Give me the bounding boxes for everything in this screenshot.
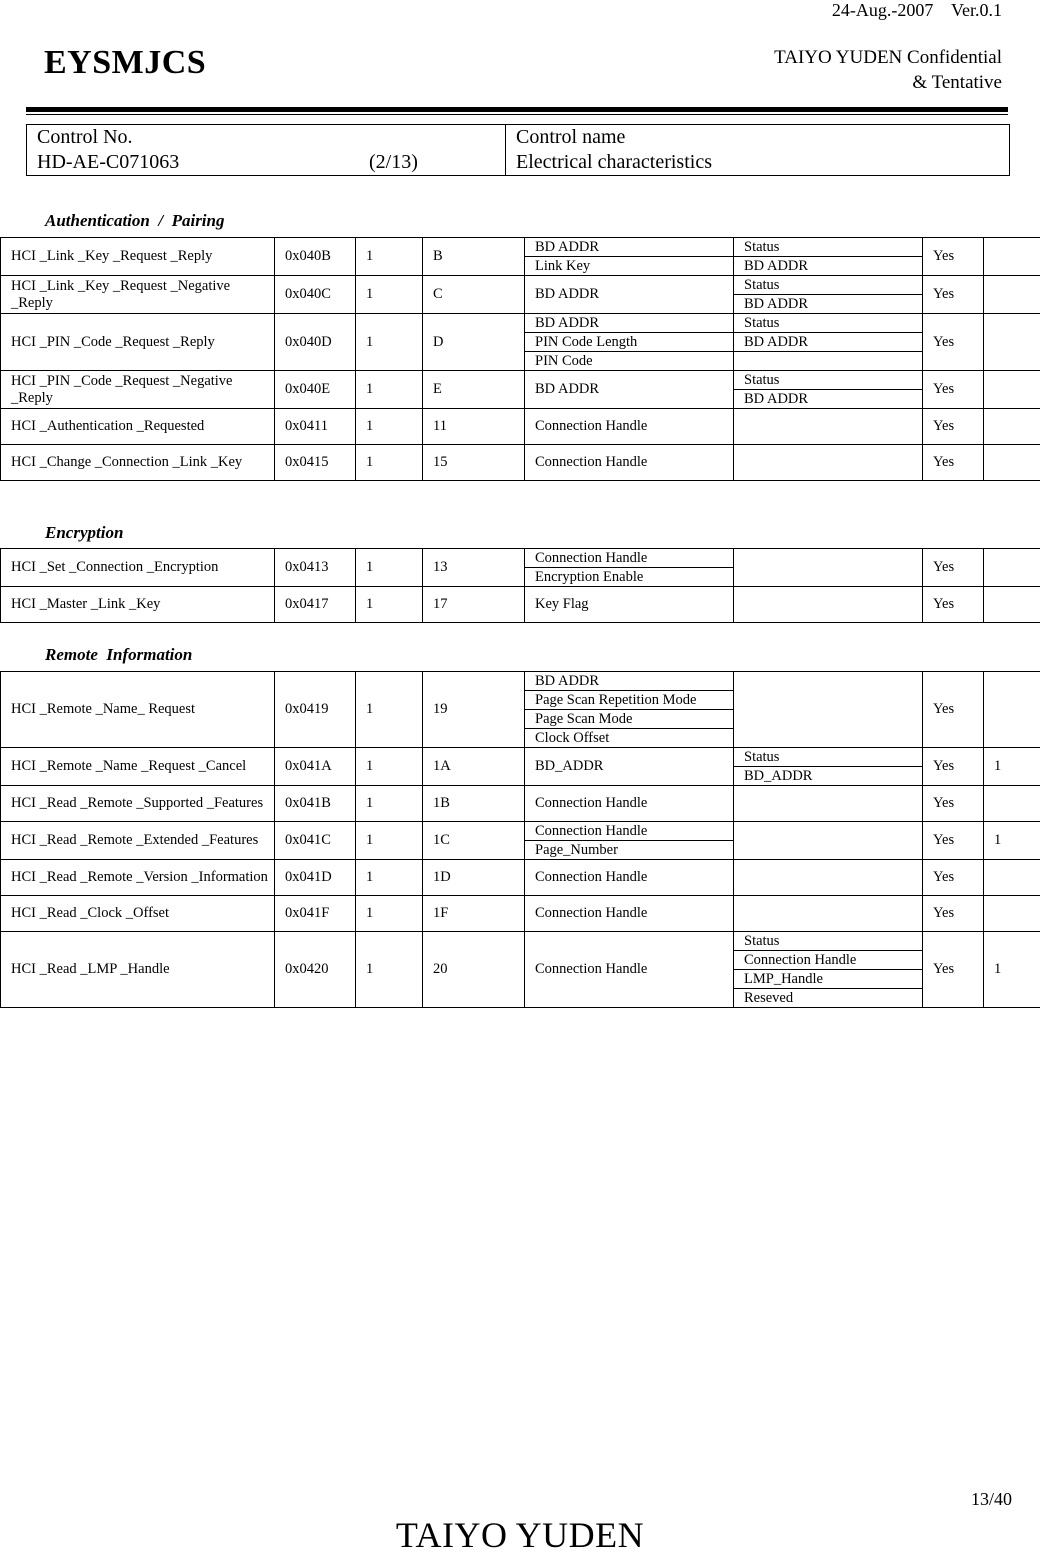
ocf: 13 [423,549,525,587]
return-parameter: Status [734,748,923,767]
command-parameter: PIN Code [525,352,734,371]
ocf: 1D [423,860,525,896]
command-name: HCI _Read _Remote _Extended _Features [1,822,275,860]
note [984,371,1040,409]
header-rule-thick [26,107,1008,112]
return-parameter: Status [734,932,923,951]
command-parameter: Page_Number [525,841,734,860]
support-status: Yes [923,822,984,860]
table-row [1,672,1040,691]
control-page-fraction: (2/13) [369,150,418,174]
note: 1 [984,822,1040,860]
command-parameter: Connection Handle [525,932,734,1008]
return-parameter [734,822,923,860]
note [984,409,1040,445]
return-parameter: Status [734,276,923,295]
command-parameter: Clock Offset [525,729,734,748]
return-parameter: BD_ADDR [734,767,923,786]
opcode: 0x0411 [275,409,356,445]
command-name: HCI _Read _Remote _Supported _Features [1,786,275,822]
support-status: Yes [923,932,984,1008]
note [984,896,1040,932]
note [984,549,1040,587]
command-parameter: BD ADDR [525,238,734,257]
note: 1 [984,932,1040,1008]
opcode: 0x041D [275,860,356,896]
control-no-cell [27,125,506,176]
authentication-table [0,237,1040,481]
opcode: 0x0413 [275,549,356,587]
page-number: 13/40 [971,1489,1012,1510]
return-parameter [734,672,923,748]
support-status: Yes [923,587,984,623]
return-parameter [734,352,923,371]
command-parameter: Connection Handle [525,409,734,445]
ocf: 1C [423,822,525,860]
ocf: D [423,314,525,371]
ogf: 1 [356,587,423,623]
command-parameter: BD ADDR [525,314,734,333]
command-parameter: PIN Code Length [525,333,734,352]
ogf: 1 [356,445,423,481]
command-name: HCI _Master _Link _Key [1,587,275,623]
control-no-label: Control No. [37,125,495,150]
table-row [1,587,1040,623]
command-parameter: BD ADDR [525,672,734,691]
command-name: HCI _Change _Connection _Link _Key [1,445,275,481]
opcode: 0x0417 [275,587,356,623]
ocf: 1A [423,748,525,786]
product-name: EYSMJCS [44,44,206,82]
control-name-value: Electrical characteristics [516,150,999,175]
footer-company: TAIYO YUDEN [0,1514,1040,1556]
table-row [1,238,1040,257]
return-parameter [734,786,923,822]
ocf: 17 [423,587,525,623]
ogf: 1 [356,314,423,371]
table-row [1,314,1040,333]
support-status: Yes [923,238,984,276]
section-title-authentication: Authentication / Pairing [45,211,225,231]
command-parameter: Link Key [525,257,734,276]
command-name: HCI _Remote _Name_ Request [1,672,275,748]
command-parameter: Page Scan Mode [525,710,734,729]
ogf: 1 [356,549,423,587]
control-no-value: HD-AE-C071063 [37,150,495,175]
return-parameter [734,860,923,896]
support-status: Yes [923,409,984,445]
command-parameter: BD_ADDR [525,748,734,786]
ogf: 1 [356,896,423,932]
note [984,587,1040,623]
table-row [1,786,1040,822]
return-parameter: Status [734,371,923,390]
command-parameter: Connection Handle [525,860,734,896]
command-parameter: Page Scan Repetition Mode [525,691,734,710]
note: 1 [984,748,1040,786]
return-parameter [734,587,923,623]
section-title-remote-information: Remote Information [45,645,192,665]
command-parameter: BD ADDR [525,276,734,314]
section-title-encryption: Encryption [45,523,123,543]
opcode: 0x0420 [275,932,356,1008]
remote-information-table [0,671,1040,1008]
note [984,786,1040,822]
note [984,672,1040,748]
command-parameter: BD ADDR [525,371,734,409]
command-name: HCI _PIN _Code _Request _Negative _Reply [1,371,275,409]
control-name-cell [506,125,1010,176]
table-row [1,445,1040,481]
support-status: Yes [923,786,984,822]
ocf: 19 [423,672,525,748]
ogf: 1 [356,371,423,409]
opcode: 0x040E [275,371,356,409]
ogf: 1 [356,860,423,896]
ogf: 1 [356,786,423,822]
command-parameter: Key Flag [525,587,734,623]
ogf: 1 [356,238,423,276]
command-name: HCI _Read _Remote _Version _Information [1,860,275,896]
support-status: Yes [923,276,984,314]
control-box [26,124,1010,176]
note [984,860,1040,896]
note [984,445,1040,481]
return-parameter: BD ADDR [734,390,923,409]
return-parameter: LMP_Handle [734,970,923,989]
ocf: 15 [423,445,525,481]
opcode: 0x040D [275,314,356,371]
ogf: 1 [356,672,423,748]
command-name: HCI _Link _Key _Request _Negative _Reply [1,276,275,314]
table-row [1,896,1040,932]
table-row [1,860,1040,896]
command-name: HCI _Set _Connection _Encryption [1,549,275,587]
table-row [1,932,1040,951]
ocf: C [423,276,525,314]
ocf: 20 [423,932,525,1008]
support-status: Yes [923,314,984,371]
opcode: 0x040B [275,238,356,276]
opcode: 0x040C [275,276,356,314]
return-parameter [734,549,923,587]
table-row [1,371,1040,390]
return-parameter: BD ADDR [734,257,923,276]
support-status: Yes [923,860,984,896]
table-row [1,549,1040,568]
ogf: 1 [356,276,423,314]
control-name-label: Control name [516,125,999,150]
opcode: 0x041B [275,786,356,822]
support-status: Yes [923,445,984,481]
command-parameter: Connection Handle [525,786,734,822]
command-name: HCI _PIN _Code _Request _Reply [1,314,275,371]
return-parameter: BD ADDR [734,295,923,314]
support-status: Yes [923,549,984,587]
command-parameter: Encryption Enable [525,568,734,587]
ogf: 1 [356,822,423,860]
ogf: 1 [356,932,423,1008]
ocf: B [423,238,525,276]
opcode: 0x0419 [275,672,356,748]
ocf: 1F [423,896,525,932]
ocf: E [423,371,525,409]
return-parameter: Connection Handle [734,951,923,970]
ocf: 11 [423,409,525,445]
encryption-table [0,548,1040,623]
note [984,238,1040,276]
return-parameter: Status [734,238,923,257]
ocf: 1B [423,786,525,822]
opcode: 0x041A [275,748,356,786]
return-parameter [734,896,923,932]
return-parameter: BD ADDR [734,333,923,352]
note [984,314,1040,371]
ogf: 1 [356,748,423,786]
support-status: Yes [923,896,984,932]
command-name: HCI _Read _LMP _Handle [1,932,275,1008]
command-name: HCI _Remote _Name _Request _Cancel [1,748,275,786]
table-row [1,276,1040,295]
tentative-label: & Tentative [912,72,1002,94]
support-status: Yes [923,371,984,409]
command-parameter: Connection Handle [525,549,734,568]
return-parameter: Status [734,314,923,333]
command-name: HCI _Link _Key _Request _Reply [1,238,275,276]
header-rule-thin [26,114,1008,115]
return-parameter [734,445,923,481]
header-date-version: 24-Aug.-2007 Ver.0.1 [832,0,1002,21]
command-parameter: Connection Handle [525,822,734,841]
table-row [1,748,1040,767]
command-parameter: Connection Handle [525,896,734,932]
confidential-label: TAIYO YUDEN Confidential [774,47,1002,69]
opcode: 0x041C [275,822,356,860]
support-status: Yes [923,748,984,786]
opcode: 0x0415 [275,445,356,481]
return-parameter [734,409,923,445]
table-row [1,822,1040,841]
note [984,276,1040,314]
table-row [1,409,1040,445]
command-name: HCI _Authentication _Requested [1,409,275,445]
command-parameter: Connection Handle [525,445,734,481]
opcode: 0x041F [275,896,356,932]
command-name: HCI _Read _Clock _Offset [1,896,275,932]
support-status: Yes [923,672,984,748]
ogf: 1 [356,409,423,445]
return-parameter: Reseved [734,989,923,1008]
